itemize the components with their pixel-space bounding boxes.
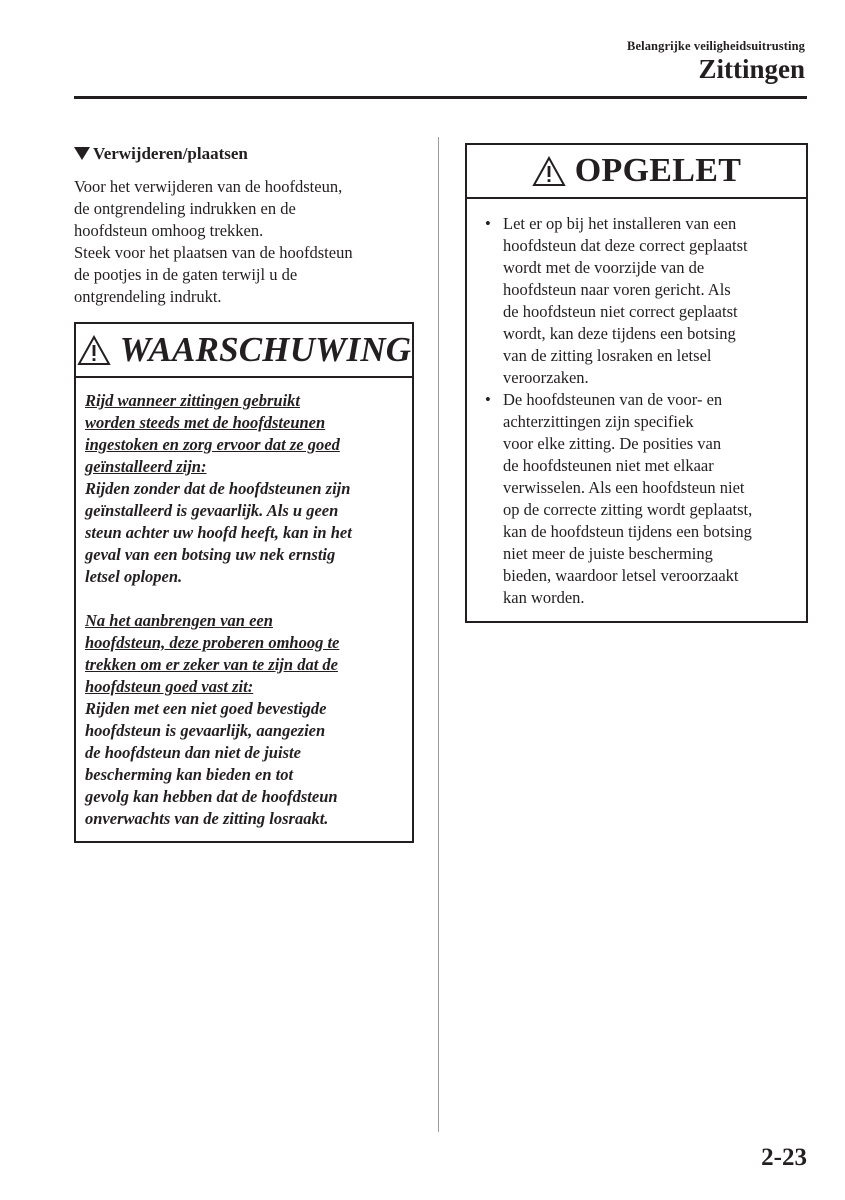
bullet-line: achterzittingen zijn specifiek (503, 412, 694, 431)
caution-bullet (481, 213, 798, 389)
bullet-marker: • (485, 214, 491, 233)
warning-text-line: Rijden zonder dat de hoofdsteunen zijn (85, 479, 351, 498)
warning-heading-line: hoofdsteun, deze proberen omhoog te (85, 633, 340, 652)
section-heading-text: Verwijderen/plaatsen (93, 144, 248, 163)
bullet-line: van de zitting losraken en letsel (503, 346, 712, 365)
bullet-line: de hoofdsteunen niet met elkaar (503, 456, 714, 475)
caution-body (467, 199, 806, 609)
bullet-line: De hoofdsteunen van de voor- en (503, 390, 723, 409)
warning-text-line: steun achter uw hoofd heeft, kan in het (85, 523, 352, 542)
running-header-section: Belangrijke veiligheidsuitrusting (627, 39, 805, 53)
paragraph-gap (85, 588, 404, 610)
column-divider (438, 137, 439, 1132)
warning-triangle-icon (77, 335, 111, 366)
caution-box (465, 143, 808, 623)
bullet-marker: • (485, 390, 491, 409)
bullet-line: wordt, kan deze tijdens een botsing (503, 324, 736, 343)
warning-heading-line: geïnstalleerd zijn: (85, 457, 207, 476)
bullet-line: voor elke zitting. De posities van (503, 434, 722, 453)
bullet-line: Let er op bij het installeren van een (503, 214, 737, 233)
section-heading (74, 143, 414, 165)
bullet-line: bieden, waardoor letsel veroorzaakt (503, 566, 739, 585)
warning-title: WAARSCHUWING (119, 330, 412, 369)
warning-body (76, 378, 412, 830)
warning-heading-line: ingestoken en zorg ervoor dat ze goed (85, 435, 340, 454)
page-number: 2-23 (761, 1144, 807, 1171)
warning-box (74, 322, 414, 843)
paragraph-line: Voor het verwijderen van de hoofdsteun, (74, 177, 343, 196)
warning-heading-line: worden steeds met de hoofdsteunen (85, 413, 326, 432)
bullet-line: hoofdsteun dat deze correct geplaatst (503, 236, 748, 255)
warning-text-line: onverwachts van de zitting losraakt. (85, 809, 329, 828)
header-rule (74, 96, 807, 99)
paragraph-line: ontgrendeling indrukt. (74, 287, 222, 306)
paragraph-line: hoofdsteun omhoog trekken. (74, 221, 264, 240)
caution-header (467, 145, 806, 199)
warning-text-line: hoofdsteun is gevaarlijk, aangezien (85, 721, 326, 740)
bullet-line: kan de hoofdsteun tijdens een botsing (503, 522, 752, 541)
bullet-line: de hoofdsteun niet correct geplaatst (503, 302, 738, 321)
warning-heading-line: Na het aanbrengen van een (85, 611, 273, 630)
bullet-line: hoofdsteun naar voren gericht. Als (503, 280, 731, 299)
bullet-line: kan worden. (503, 588, 585, 607)
running-header-title: Zittingen (698, 54, 805, 84)
warning-text-line: de hoofdsteun dan niet de juiste (85, 743, 301, 762)
warning-text-line: letsel oplopen. (85, 567, 183, 586)
bullet-line: niet meer de juiste bescherming (503, 544, 713, 563)
warning-heading-line: hoofdsteun goed vast zit: (85, 677, 254, 696)
warning-text-line: geval van een botsing uw nek ernstig (85, 545, 336, 564)
paragraph-line: de pootjes in de gaten terwijl u de (74, 265, 298, 284)
paragraph-line: Steek voor het plaatsen van de hoofdsteun (74, 243, 353, 262)
bullet-line: veroorzaken. (503, 368, 589, 387)
bullet-line: op de correcte zitting wordt geplaatst, (503, 500, 753, 519)
warning-triangle-icon (532, 156, 566, 187)
bullet-line: wordt met de voorzijde van de (503, 258, 705, 277)
warning-text-line: gevolg kan hebben dat de hoofdsteun (85, 787, 338, 806)
warning-heading-line: trekken om er zeker van te zijn dat de (85, 655, 338, 674)
intro-paragraph (74, 176, 414, 308)
warning-text-line: Rijden met een niet goed bevestigde (85, 699, 327, 718)
triangle-bullet-icon (74, 147, 90, 160)
warning-heading-line: Rijd wanneer zittingen gebruikt (85, 391, 300, 410)
left-column (74, 143, 414, 308)
warning-header (76, 324, 412, 378)
bullet-line: verwisselen. Als een hoofdsteun niet (503, 478, 745, 497)
caution-title: OPGELET (574, 152, 742, 189)
paragraph-line: de ontgrendeling indrukken en de (74, 199, 296, 218)
warning-text-line: geïnstalleerd is gevaarlijk. Als u geen (85, 501, 339, 520)
caution-bullet (481, 389, 798, 609)
warning-text-line: bescherming kan bieden en tot (85, 765, 294, 784)
